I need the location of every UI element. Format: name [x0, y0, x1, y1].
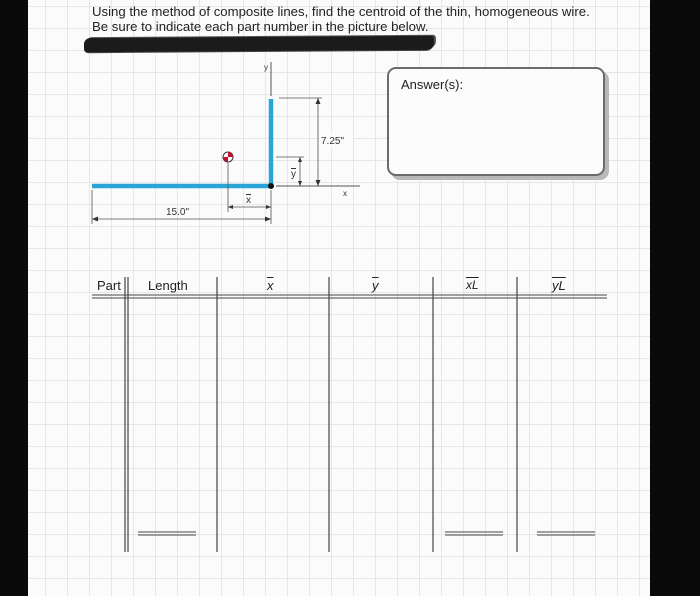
ybar-label: y	[291, 169, 296, 180]
problem-line-2: Be sure to indicate each part number in the picture below.	[92, 19, 429, 34]
dim-arrow-right-icon	[265, 217, 271, 222]
header-yl: $\overline{yL}$	[552, 278, 566, 293]
origin-point	[268, 183, 274, 189]
wire	[92, 99, 271, 186]
ybar-arrow-up-icon	[298, 157, 302, 162]
y-axis-label: y	[264, 63, 268, 72]
horizontal-dimension-label: 15.0"	[166, 207, 190, 218]
xbar-arrow-left-icon	[228, 205, 233, 209]
answer-label: Answer(s):	[401, 77, 464, 92]
xbar-label: x	[246, 195, 251, 206]
dim-arrow-left-icon	[92, 217, 98, 222]
table-grid	[92, 277, 607, 552]
dim-arrow-down-icon	[316, 180, 321, 186]
problem-line-1: Using the method of composite lines, find the centroid of the thin, homogeneous wire.	[92, 4, 590, 19]
vertical-dimension-label: 7.25"	[321, 136, 345, 147]
header-xbar: $\overline{x}$	[267, 278, 274, 293]
header-length: Length	[148, 278, 188, 293]
centroid-marker-icon	[223, 152, 233, 162]
header-xl: $\overline{xL}$	[466, 278, 479, 292]
dim-arrow-up-icon	[316, 98, 321, 104]
header-ybar: $\overline{y}$	[372, 278, 379, 293]
answer-box[interactable]	[387, 67, 605, 176]
header-part: Part	[97, 278, 121, 293]
x-axis-label: x	[343, 189, 347, 198]
ybar-arrow-down-icon	[298, 181, 302, 186]
xbar-arrow-right-icon	[266, 205, 271, 209]
